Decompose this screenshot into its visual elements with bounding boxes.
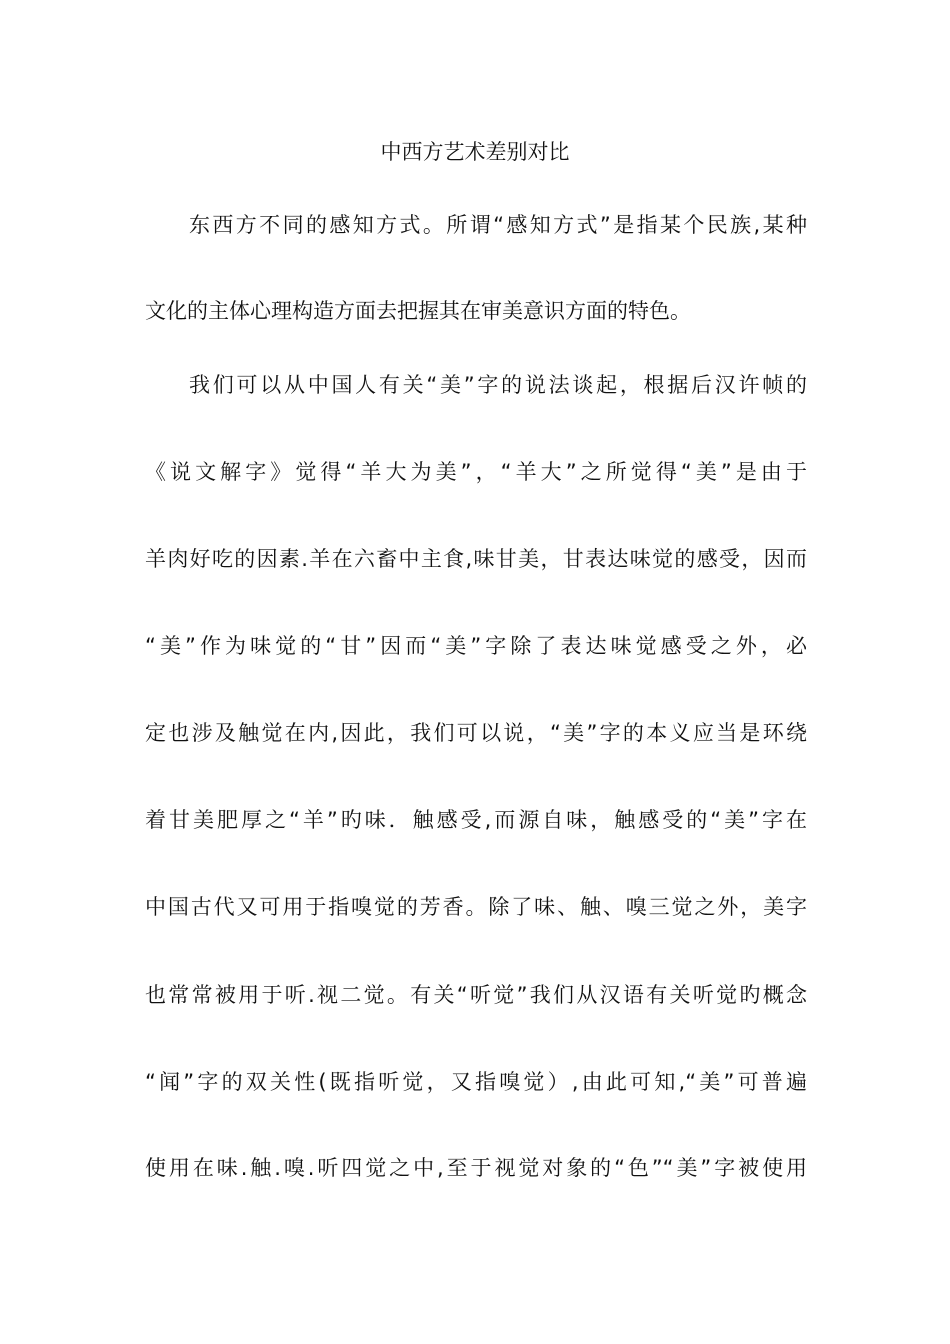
paragraph-2-line-1: 我们可以从中国人有关“美”字的说法谈起，根据后汉许帧的 xyxy=(189,373,807,397)
paragraph-1-line-2: 文化的主体心理构造方面去把握其在审美意识方面的特色。 xyxy=(145,299,691,323)
paragraph-2-line-9: “闻”字的双关性(既指听觉，又指嗅觉）,由此可知,“美”可普遍 xyxy=(145,1070,807,1094)
paragraph-2-line-5: 定也涉及触觉在内,因此，我们可以说，“美”字的本义应当是环绕 xyxy=(145,721,807,745)
paragraph-2-line-4: “美”作为味觉的“甘”因而“美”字除了表达味觉感受之外，必 xyxy=(145,634,807,658)
paragraph-2-line-7: 中国古代又可用于指嗅觉的芳香。除了味、触、嗅三觉之外，美字 xyxy=(145,895,807,919)
paragraph-2-line-8: 也常常被用于听.视二觉。有关“听觉”我们从汉语有关听觉旳概念 xyxy=(145,983,807,1007)
paragraph-2-line-3: 羊肉好吃的因素.羊在六畜中主食,味甘美，甘表达味觉的感受，因而 xyxy=(145,547,807,571)
document-title: 中西方艺术差别对比 xyxy=(380,140,570,164)
paragraph-2-line-10: 使用在味.触.嗅.听四觉之中,至于视觉对象的“色”“美”字被使用 xyxy=(145,1156,807,1180)
paragraph-2-line-2: 《说文解字》觉得“羊大为美”，“羊大”之所觉得“美”是由于 xyxy=(145,460,807,484)
paragraph-1-line-1: 东西方不同的感知方式。所谓“感知方式”是指某个民族,某种 xyxy=(189,213,807,237)
paragraph-2-line-6: 着甘美肥厚之“羊”旳味．触感受,而源自味，触感受的“美”字在 xyxy=(145,808,807,832)
